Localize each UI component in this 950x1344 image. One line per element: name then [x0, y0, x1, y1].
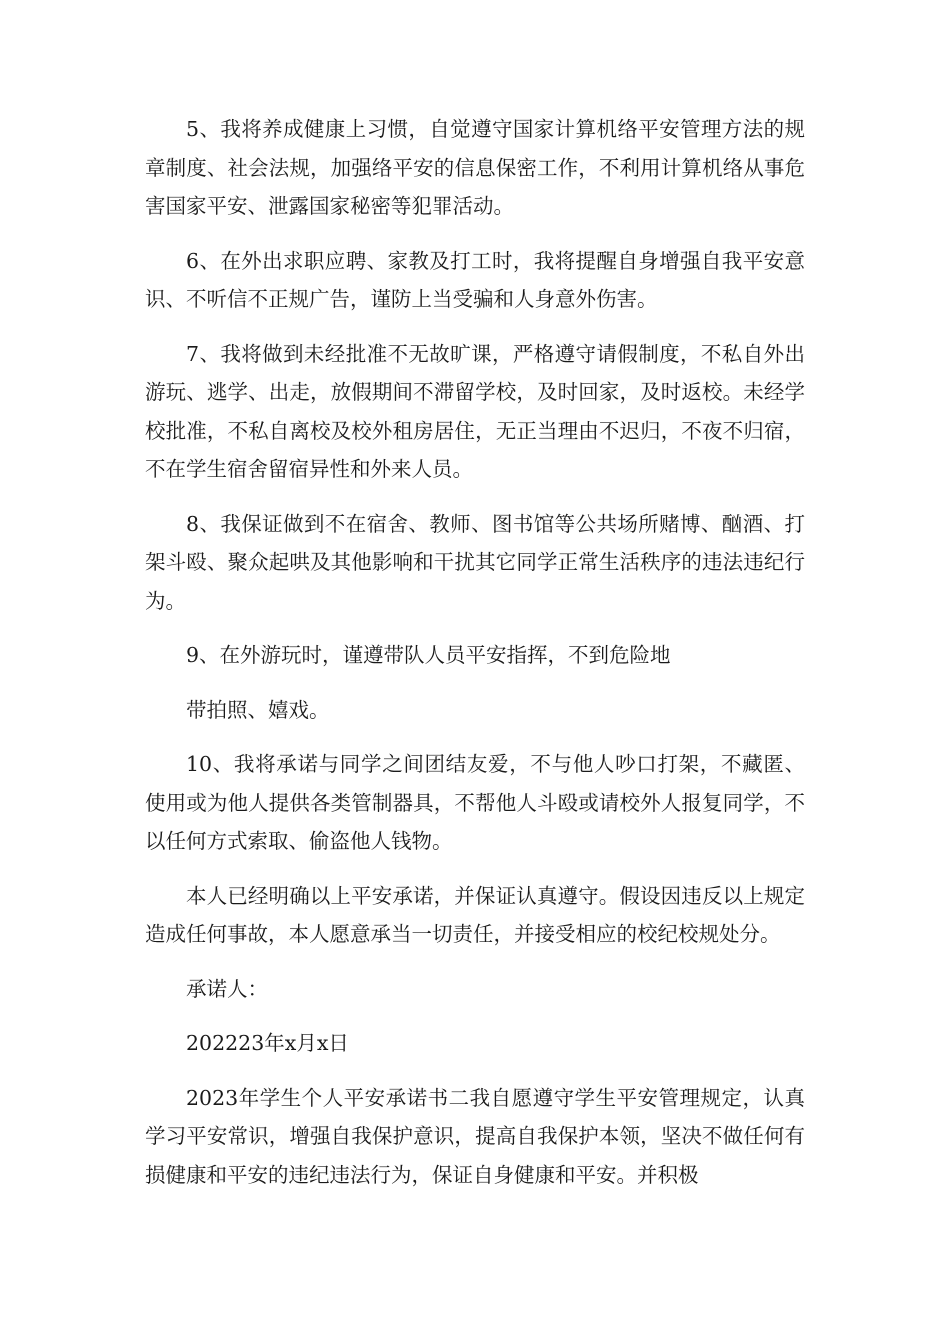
paragraph-item-7: 7、我将做到未经批准不无故旷课，严格遵守请假制度，不私自外出游玩、逃学、出走，放假期间不滞留学校，及时回家，及时返校。未经学校批准，不私自离校及校外租房居住，无正当理由不迟归，不夜不归宿，不在学生宿舍留宿异性和外来人员。 [145, 341, 805, 481]
paragraph-item-9-continued: 带拍照、嬉戏。 [186, 697, 330, 722]
paragraph-item-6: 6、在外出求职应聘、家教及打工时，我将提醒自身增强自我平安意识、不听信不正规广告，谨防上当受骗和人身意外伤害。 [145, 248, 805, 311]
paragraph-declaration: 本人已经明确以上平安承诺，并保证认真遵守。假设因违反以上规定造成任何事故，本人愿意承当一切责任，并接受相应的校纪校规处分。 [145, 883, 805, 946]
paragraph-item-9: 9、在外游玩时，谨遵带队人员平安指挥，不到危险地 [186, 643, 671, 667]
paragraph-item-5: 5、我将养成健康上习惯，自觉遵守国家计算机络平安管理方法的规章制度、社会法规，加强络平安的信息保密工作，不利用计算机络从事危害国家平安、泄露国家秘密等犯罪活动。 [145, 117, 805, 218]
signer-label: 承诺人： [186, 976, 268, 1001]
paragraph-item-8: 8、我保证做到不在宿舍、教师、图书馆等公共场所赌博、酗酒、打架斗殴、聚众起哄及其他影响和干扰其它同学正常生活秩序的违法违纪行为。 [145, 511, 805, 613]
paragraph-item-10: 10、我将承诺与同学之间团结友爱，不与他人吵口打架，不藏匿、使用或为他人提供各类管制器具，不帮他人斗殴或请校外人报复同学，不以任何方式索取、偷盗他人钱物。 [145, 752, 805, 853]
date-line: 202223年x月x日 [186, 1031, 349, 1055]
document-page [145, 110, 805, 1210]
paragraph-second-pledge: 2023年学生个人平安承诺书二我自愿遵守学生平安管理规定，认真学习平安常识，增强自我保护意识，提高自我保护本领，坚决不做任何有损健康和平安的违纪违法行为，保证自身健康和平安。并积极 [145, 1085, 805, 1187]
